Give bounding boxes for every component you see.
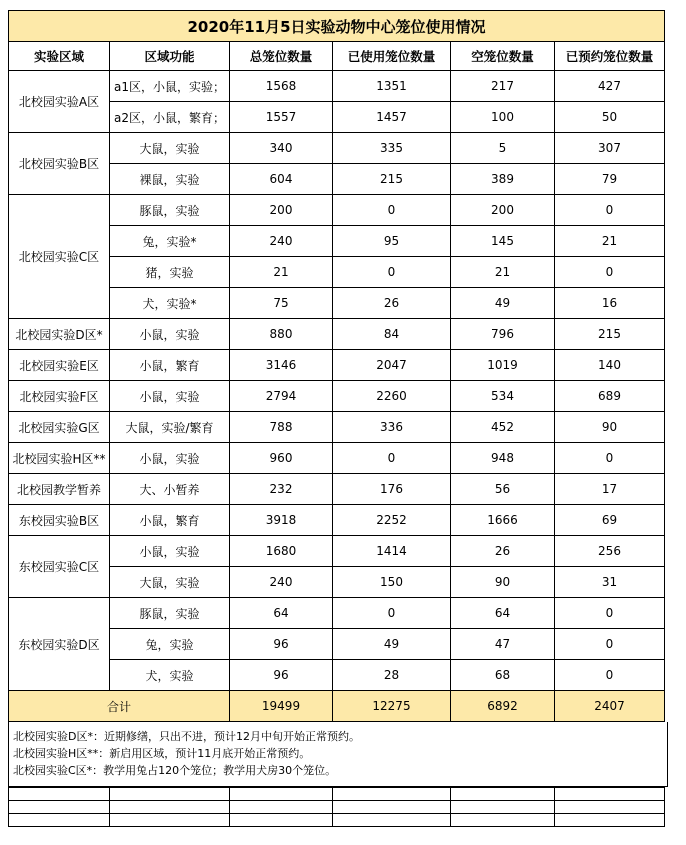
reserved-cell: 16 [555, 288, 665, 319]
empty-cell [110, 801, 230, 814]
function-cell: 豚鼠，实验 [110, 195, 230, 226]
empty-cell: 948 [451, 443, 555, 474]
used-cell: 0 [333, 443, 451, 474]
empty-cell: 796 [451, 319, 555, 350]
total-cell: 1557 [230, 102, 333, 133]
used-cell: 215 [333, 164, 451, 195]
reserved-cell: 689 [555, 381, 665, 412]
empty-cell [230, 801, 333, 814]
total-cage-count: 19499 [230, 691, 333, 722]
empty-cell: 68 [451, 660, 555, 691]
empty-cell [451, 801, 555, 814]
total-cell: 3146 [230, 350, 333, 381]
area-cell: 北校园实验G区 [9, 412, 110, 443]
empty-cell: 64 [451, 598, 555, 629]
empty-cell [333, 788, 451, 801]
function-cell: 小鼠，实验 [110, 536, 230, 567]
empty-cell [9, 801, 110, 814]
total-cell: 200 [230, 195, 333, 226]
used-cell: 150 [333, 567, 451, 598]
empty-cell [555, 814, 665, 827]
total-cell: 232 [230, 474, 333, 505]
function-cell: 大鼠，实验 [110, 133, 230, 164]
used-cell: 335 [333, 133, 451, 164]
reserved-cell: 90 [555, 412, 665, 443]
used-cell: 2047 [333, 350, 451, 381]
total-cell: 75 [230, 288, 333, 319]
total-reserved-count: 2407 [555, 691, 665, 722]
empty-cell: 26 [451, 536, 555, 567]
area-cell: 东校园实验D区 [9, 598, 110, 691]
total-cell: 240 [230, 567, 333, 598]
used-cell: 2260 [333, 381, 451, 412]
reserved-cell: 0 [555, 257, 665, 288]
total-cell: 96 [230, 660, 333, 691]
area-cell: 北校园实验F区 [9, 381, 110, 412]
table-row [9, 350, 665, 381]
reserved-cell: 31 [555, 567, 665, 598]
total-cell: 880 [230, 319, 333, 350]
function-cell: 兔，实验* [110, 226, 230, 257]
used-cell: 26 [333, 288, 451, 319]
table-row [9, 536, 665, 567]
total-cell: 21 [230, 257, 333, 288]
total-used-count: 12275 [333, 691, 451, 722]
area-cell: 北校园实验B区 [9, 133, 110, 195]
table-row [9, 319, 665, 350]
used-cell: 49 [333, 629, 451, 660]
empty-cell: 217 [451, 71, 555, 102]
empty-cell [333, 814, 451, 827]
table-title: 2020年11月5日实验动物中心笼位使用情况 [9, 11, 665, 42]
empty-grid [8, 787, 665, 827]
total-cell: 3918 [230, 505, 333, 536]
table-row [9, 412, 665, 443]
area-cell: 北校园教学暂养 [9, 474, 110, 505]
used-cell: 28 [333, 660, 451, 691]
function-cell: 犬，实验 [110, 660, 230, 691]
header-area: 实验区域 [9, 42, 110, 71]
table-row [9, 505, 665, 536]
header-empty: 空笼位数量 [451, 42, 555, 71]
function-cell: 豚鼠，实验 [110, 598, 230, 629]
reserved-cell: 0 [555, 598, 665, 629]
table-row [9, 443, 665, 474]
reserved-cell: 0 [555, 660, 665, 691]
empty-cell: 90 [451, 567, 555, 598]
header-total: 总笼位数量 [230, 42, 333, 71]
used-cell: 336 [333, 412, 451, 443]
used-cell: 0 [333, 598, 451, 629]
total-cell: 788 [230, 412, 333, 443]
reserved-cell: 427 [555, 71, 665, 102]
reserved-cell: 0 [555, 443, 665, 474]
used-cell: 1414 [333, 536, 451, 567]
total-row [9, 691, 665, 722]
function-cell: 猪，实验 [110, 257, 230, 288]
empty-cell: 47 [451, 629, 555, 660]
empty-cell: 389 [451, 164, 555, 195]
empty-cell [333, 801, 451, 814]
function-cell: 大、小暂养 [110, 474, 230, 505]
total-cell: 340 [230, 133, 333, 164]
empty-cell: 56 [451, 474, 555, 505]
reserved-cell: 307 [555, 133, 665, 164]
table-row [9, 71, 665, 102]
empty-cell: 200 [451, 195, 555, 226]
header-row [9, 42, 665, 71]
function-cell: 小鼠，实验 [110, 319, 230, 350]
empty-cell: 145 [451, 226, 555, 257]
total-empty-count: 6892 [451, 691, 555, 722]
total-cell: 96 [230, 629, 333, 660]
used-cell: 84 [333, 319, 451, 350]
used-cell: 0 [333, 195, 451, 226]
area-cell: 北校园实验E区 [9, 350, 110, 381]
reserved-cell: 140 [555, 350, 665, 381]
reserved-cell: 79 [555, 164, 665, 195]
function-cell: 小鼠，实验 [110, 443, 230, 474]
spreadsheet [8, 10, 664, 827]
notes-block [8, 722, 668, 787]
empty-cell: 1666 [451, 505, 555, 536]
total-cell: 1568 [230, 71, 333, 102]
table-row [9, 195, 665, 226]
function-cell: 小鼠，繁育 [110, 505, 230, 536]
total-cell: 604 [230, 164, 333, 195]
reserved-cell: 50 [555, 102, 665, 133]
used-cell: 1457 [333, 102, 451, 133]
empty-cell: 534 [451, 381, 555, 412]
reserved-cell: 215 [555, 319, 665, 350]
empty-cell [555, 801, 665, 814]
area-cell: 东校园实验B区 [9, 505, 110, 536]
empty-row [9, 788, 665, 801]
header-used: 已使用笼位数量 [333, 42, 451, 71]
area-cell: 北校园实验A区 [9, 71, 110, 133]
empty-cell: 21 [451, 257, 555, 288]
table-row [9, 598, 665, 629]
reserved-cell: 256 [555, 536, 665, 567]
empty-row [9, 801, 665, 814]
function-cell: 大鼠，实验/繁育 [110, 412, 230, 443]
function-cell: 裸鼠，实验 [110, 164, 230, 195]
function-cell: 小鼠，繁育 [110, 350, 230, 381]
total-cell: 64 [230, 598, 333, 629]
total-label: 合计 [9, 691, 230, 722]
note-line: 北校园实验H区**：新启用区域，预计11月底开始正常预约。 [13, 747, 311, 760]
total-cell: 960 [230, 443, 333, 474]
empty-cell [451, 814, 555, 827]
empty-cell: 100 [451, 102, 555, 133]
total-cell: 2794 [230, 381, 333, 412]
empty-cell [9, 814, 110, 827]
area-cell: 东校园实验C区 [9, 536, 110, 598]
reserved-cell: 17 [555, 474, 665, 505]
table-row [9, 474, 665, 505]
empty-cell [451, 788, 555, 801]
table-row [9, 133, 665, 164]
note-line: 北校园实验C区*：教学用兔占120个笼位；教学用犬房30个笼位。 [13, 764, 337, 777]
used-cell: 2252 [333, 505, 451, 536]
table-body [9, 71, 665, 691]
used-cell: 176 [333, 474, 451, 505]
total-cell: 240 [230, 226, 333, 257]
empty-cell: 49 [451, 288, 555, 319]
function-cell: a2区，小鼠，繁育； [110, 102, 230, 133]
table-row [9, 381, 665, 412]
area-cell: 北校园实验C区 [9, 195, 110, 319]
reserved-cell: 0 [555, 195, 665, 226]
function-cell: a1区，小鼠，实验； [110, 71, 230, 102]
empty-cell [9, 788, 110, 801]
reserved-cell: 21 [555, 226, 665, 257]
header-function: 区域功能 [110, 42, 230, 71]
empty-cell: 1019 [451, 350, 555, 381]
note-line: 北校园实验D区*：近期修缮，只出不进，预计12月中旬开始正常预约。 [13, 730, 360, 743]
empty-cell: 5 [451, 133, 555, 164]
cage-usage-table [8, 10, 665, 722]
empty-cell: 452 [451, 412, 555, 443]
empty-cell [230, 814, 333, 827]
used-cell: 0 [333, 257, 451, 288]
function-cell: 小鼠，实验 [110, 381, 230, 412]
function-cell: 犬，实验* [110, 288, 230, 319]
function-cell: 大鼠，实验 [110, 567, 230, 598]
empty-cell [230, 788, 333, 801]
empty-cell [555, 788, 665, 801]
empty-cell [110, 788, 230, 801]
reserved-cell: 0 [555, 629, 665, 660]
empty-row [9, 814, 665, 827]
empty-cell [110, 814, 230, 827]
reserved-cell: 69 [555, 505, 665, 536]
header-reserved: 已预约笼位数量 [555, 42, 665, 71]
area-cell: 北校园实验D区* [9, 319, 110, 350]
used-cell: 95 [333, 226, 451, 257]
total-cell: 1680 [230, 536, 333, 567]
function-cell: 兔，实验 [110, 629, 230, 660]
area-cell: 北校园实验H区** [9, 443, 110, 474]
used-cell: 1351 [333, 71, 451, 102]
